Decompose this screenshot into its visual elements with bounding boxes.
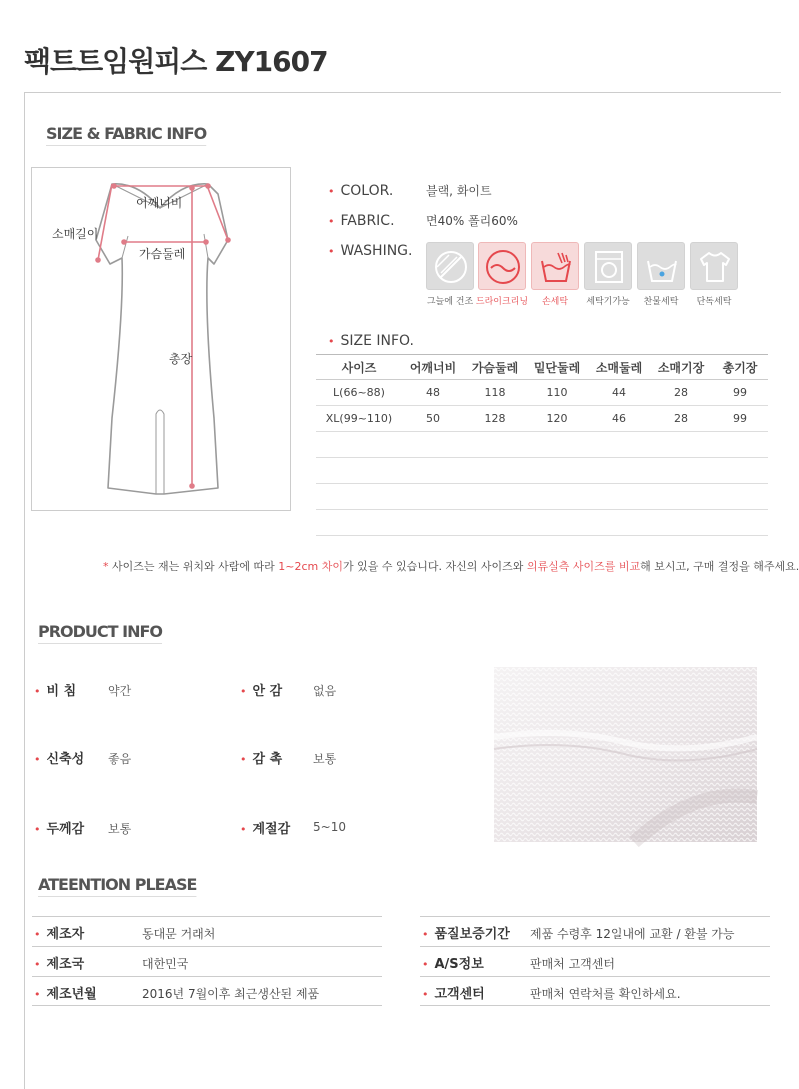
wash-label: 세탁기가능 bbox=[586, 297, 630, 307]
bullet-icon: • bbox=[240, 823, 247, 836]
bullet-icon: • bbox=[422, 958, 429, 971]
table-cell: 128 bbox=[464, 406, 526, 432]
divider bbox=[420, 916, 770, 917]
bullet-icon: • bbox=[240, 753, 247, 766]
product-weight-value: 보통 bbox=[108, 822, 132, 836]
divider bbox=[420, 1005, 770, 1006]
wash-label: 그늘에 건조 bbox=[426, 297, 474, 307]
product-touch-value: 보통 bbox=[313, 752, 337, 766]
product-thickness-value: 약간 bbox=[108, 684, 132, 698]
attention-warranty-value: 제품 수령후 12일내에 교환 / 환불 가능 bbox=[530, 927, 735, 941]
wash-label: 단독세탁 bbox=[696, 297, 732, 307]
shade-dry-icon bbox=[426, 242, 474, 290]
divider bbox=[32, 976, 382, 977]
spec-color-value: 블랙, 화이트 bbox=[426, 184, 492, 198]
table-cell: 99 bbox=[712, 380, 768, 406]
bullet-icon: • bbox=[34, 823, 41, 836]
diagram-label-shoulder: 어깨너비 bbox=[136, 196, 183, 210]
table-cell: 120 bbox=[526, 406, 588, 432]
bullet-icon: • bbox=[328, 185, 335, 198]
attention-maker-value: 동대문 거래처 bbox=[142, 927, 216, 941]
dress-illustration bbox=[32, 168, 290, 510]
page-title: 팩트트임원피스 ZY1607 bbox=[24, 45, 328, 78]
dress-diagram bbox=[31, 167, 291, 511]
divider bbox=[420, 946, 770, 947]
bullet-icon: • bbox=[34, 928, 41, 941]
table-row-empty bbox=[316, 432, 768, 458]
section-title-product: PRODUCT INFO bbox=[38, 622, 163, 641]
size-note: * 사이즈는 재는 위치와 사람에 따라 1~2cm 차이가 있을 수 있습니다. 자신의 사이즈와 의류실측 사이즈를 비교해 보시고, 구매 결정을 해주세요. bbox=[103, 560, 799, 573]
product-lining-value: 없음 bbox=[313, 684, 337, 698]
wash-label: 드라이크리닝 bbox=[475, 297, 529, 307]
table-cell: 44 bbox=[588, 380, 650, 406]
product-weight: • 두께감 bbox=[34, 822, 85, 837]
bullet-icon: • bbox=[422, 988, 429, 1001]
spec-washing: • WASHING. bbox=[328, 243, 413, 259]
product-thickness: • 비 침 bbox=[34, 684, 77, 699]
bullet-icon: • bbox=[328, 245, 335, 258]
attention-warranty: • 품질보증기간 bbox=[422, 927, 510, 942]
table-cell: L(66~88) bbox=[316, 380, 402, 406]
table-cell: 46 bbox=[588, 406, 650, 432]
wash-label: 찬물세탁 bbox=[643, 297, 679, 307]
dry-clean-icon bbox=[478, 242, 526, 290]
column-header: 소매둘레 bbox=[588, 355, 650, 380]
section-title-size-fabric: SIZE & FABRIC INFO bbox=[46, 124, 207, 143]
attention-as: • A/S정보 bbox=[422, 957, 484, 972]
separate-wash-icon bbox=[690, 242, 738, 290]
attention-country-value: 대한민국 bbox=[142, 957, 189, 971]
attention-date: • 제조년월 bbox=[34, 987, 97, 1002]
table-cell: 50 bbox=[402, 406, 464, 432]
table-cell: 28 bbox=[650, 406, 712, 432]
column-header: 사이즈 bbox=[316, 355, 402, 380]
bullet-icon: • bbox=[328, 335, 335, 348]
table-row-empty bbox=[316, 510, 768, 536]
divider bbox=[32, 916, 382, 917]
table-cell: 99 bbox=[712, 406, 768, 432]
product-stretch-value: 좋음 bbox=[108, 752, 132, 766]
divider bbox=[420, 976, 770, 977]
divider bbox=[32, 946, 382, 947]
column-header: 총기장 bbox=[712, 355, 768, 380]
table-row bbox=[316, 380, 768, 406]
product-season: • 계절감 bbox=[240, 822, 291, 837]
bullet-icon: • bbox=[422, 928, 429, 941]
table-cell: 110 bbox=[526, 380, 588, 406]
table-cell: 48 bbox=[402, 380, 464, 406]
washing-machine-icon bbox=[584, 242, 632, 290]
attention-country: • 제조국 bbox=[34, 957, 85, 972]
column-header: 밑단둘레 bbox=[526, 355, 588, 380]
table-cell: 28 bbox=[650, 380, 712, 406]
product-lining: • 안 감 bbox=[240, 684, 283, 699]
section-title-attention: ATEENTION PLEASE bbox=[38, 875, 197, 894]
bullet-icon: • bbox=[34, 685, 41, 698]
attention-cs-value: 판매처 연락처를 확인하세요. bbox=[530, 987, 681, 1001]
attention-as-value: 판매처 고객센터 bbox=[530, 957, 615, 971]
column-header: 가슴둘레 bbox=[464, 355, 526, 380]
attention-maker: • 제조자 bbox=[34, 927, 85, 942]
product-touch: • 감 촉 bbox=[240, 752, 283, 767]
product-stretch: • 신축성 bbox=[34, 752, 85, 767]
diagram-label-length: 총장 bbox=[169, 352, 193, 366]
cold-water-icon bbox=[637, 242, 685, 290]
spec-fabric: • FABRIC. bbox=[328, 213, 395, 229]
spec-size-info: • SIZE INFO. bbox=[328, 333, 414, 349]
size-table-header bbox=[316, 355, 768, 380]
wash-label: 손세탁 bbox=[541, 297, 569, 307]
column-header: 어깨너비 bbox=[402, 355, 464, 380]
table-row bbox=[316, 406, 768, 432]
column-header: 소매기장 bbox=[650, 355, 712, 380]
spec-color: • COLOR. bbox=[328, 183, 394, 199]
spec-fabric-value: 면40% 폴리60% bbox=[426, 214, 518, 228]
table-row-empty bbox=[316, 458, 768, 484]
attention-date-value: 2016년 7월이후 최근생산된 제품 bbox=[142, 987, 320, 1001]
product-season-value: 5~10 bbox=[313, 820, 346, 834]
diagram-label-chest: 가슴둘레 bbox=[139, 247, 186, 261]
bullet-icon: • bbox=[34, 988, 41, 1001]
bullet-icon: • bbox=[328, 215, 335, 228]
table-row-empty bbox=[316, 484, 768, 510]
table-cell: XL(99~110) bbox=[316, 406, 402, 432]
diagram-label-sleeve: 소매길이 bbox=[52, 227, 99, 241]
attention-cs: • 고객센터 bbox=[422, 987, 485, 1002]
size-table bbox=[316, 354, 768, 536]
bullet-icon: • bbox=[240, 685, 247, 698]
hand-wash-icon bbox=[531, 242, 579, 290]
table-cell: 118 bbox=[464, 380, 526, 406]
bullet-icon: • bbox=[34, 958, 41, 971]
divider bbox=[32, 1005, 382, 1006]
fabric-photo bbox=[494, 667, 757, 842]
bullet-icon: • bbox=[34, 753, 41, 766]
